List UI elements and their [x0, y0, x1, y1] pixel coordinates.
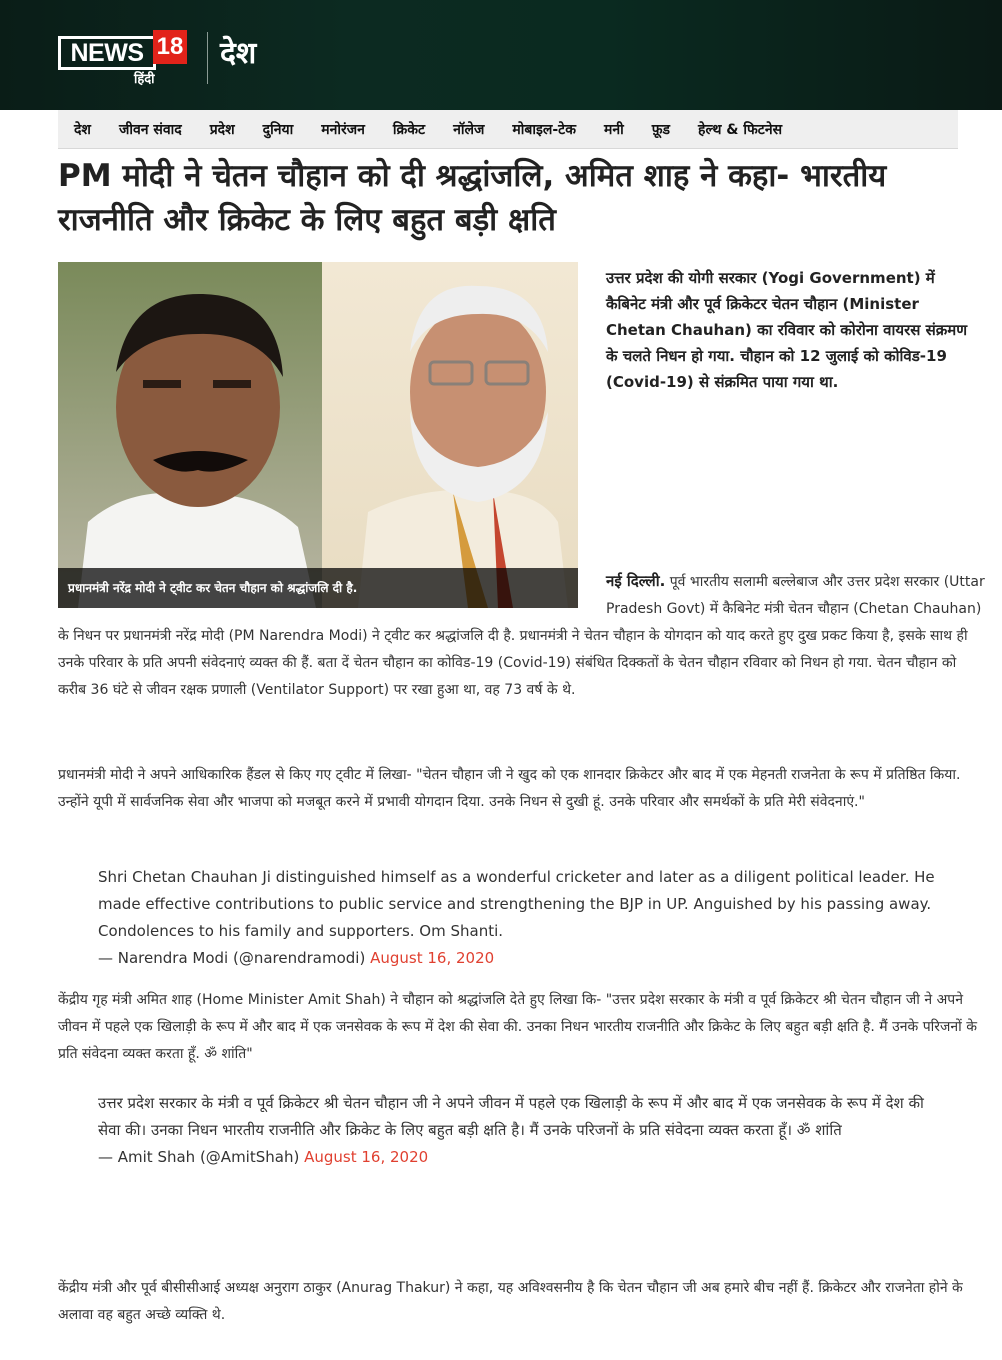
- tweet-author[interactable]: — Amit Shah (@AmitShah): [98, 1148, 300, 1166]
- news18-logo[interactable]: [58, 30, 188, 92]
- article-paragraph-3: केंद्रीय गृह मंत्री अमित शाह (Home Minister Amit Shah) ने चौहान को श्रद्धांजलि देते हुए लिखा कि- "उत्तर प्रदेश सरकार के मंत्री व पूर्व क्रिकेटर श्री चेतन चौहान जी ने अपने जीवन में पहले एक खिलाड़ी के रूप में और बाद में एक जनसेवक के रूप में देश की सेवा की. उनका निधन भारतीय राजनीति और क्रिकेट के लिए बहुत बड़ी क्षति है. मैं उनके परिजनों के प्रति संवेदना व्यक्त करता हूँ. ॐ शांति": [58, 992, 978, 1062]
- tweet-attribution: [98, 945, 948, 972]
- nav-item-mobile-tech[interactable]: मोबाइल-टेक: [512, 121, 576, 138]
- category-nav: [58, 110, 958, 149]
- dateline: नई दिल्ली.: [606, 572, 666, 590]
- nav-item-pradesh[interactable]: प्रदेश: [209, 121, 235, 138]
- nav-item-manoranjan[interactable]: मनोरंजन: [321, 121, 365, 138]
- paragraph-1-text: पूर्व भारतीय सलामी बल्लेबाज और उत्तर प्रदेश सरकार (Uttar Pradesh Govt) में कैबिनेट मंत्री चेतन चौहान (Chetan Chauhan) के निधन पर प्रधानमंत्री नरेंद्र मोदी (PM Narendra Modi) ने ट्वीट कर श्रद्धांजलि दी है. प्रधानमंत्री ने चेतन चौहान के योगदान को याद करते हुए दुख प्रकट किया है, इसके साथ ही उनके परिवार के प्रति अपनी संवेदनाएं व्यक्त की हैं. बता दें चेतन चौहान का कोविड-19 (Covid-19) संबंधित दिक्कतों के चेतन चौहान रविवार को निधन हो गया. चेतन चौहान को करीब 36 घंटे से जीवन रक्षक प्रणाली (Ventilator Support) पर रखा हुआ था, वह 73 वर्ष के थे.: [58, 574, 985, 698]
- logo-wordmark: NEWS: [58, 36, 156, 70]
- nav-item-money[interactable]: मनी: [603, 121, 624, 138]
- image-spacer: [58, 568, 606, 620]
- nav-item-health-fitness[interactable]: हेल्थ & फिटनेस: [698, 121, 783, 138]
- nav-item-food[interactable]: फ़ूड: [651, 121, 671, 138]
- article-headline: PM मोदी ने चेतन चौहान को दी श्रद्धांजलि, अमित शाह ने कहा- भारतीय राजनीति और क्रिकेट के लिए बहुत बड़ी क्षति: [58, 158, 887, 238]
- nav-item-cricket[interactable]: क्रिकेट: [392, 121, 426, 138]
- header-divider: [207, 32, 208, 84]
- article-paragraph-2: प्रधानमंत्री मोदी ने अपने आधिकारिक हैंडल से किए गए ट्वीट में लिखा- "चेतन चौहान जी ने खुद को एक शानदार क्रिकेटर और बाद में एक मेहनती राजनेता के रूप में प्रतिष्ठित किया. उन्होंने यूपी में सार्वजनिक सेवा और भाजपा को मजबूत करने में प्रभावी योगदान दिया. उनके निधन से दुखी हूं. उनके परिवार और समर्थकों के प्रति मेरी संवेदनाएं.": [58, 767, 961, 810]
- tweet-text: उत्तर प्रदेश सरकार के मंत्री व पूर्व क्रिकेटर श्री चेतन चौहान जी ने अपने जीवन में पहले एक खिलाड़ी के रूप में और बाद में एक जनसेवक के रूप में देश की सेवा की। उनका निधन भारतीय राजनीति और क्रिकेट के लिए बहुत बड़ी क्षति है। मैं उनके परिजनों के प्रति संवेदना व्यक्त करता हूँ। ॐ शांति: [98, 1094, 924, 1139]
- nav-item-knowledge[interactable]: नॉलेज: [453, 121, 485, 138]
- article-paragraph-4: केंद्रीय मंत्री और पूर्व बीसीसीआई अध्यक्ष अनुराग ठाकुर (Anurag Thakur) ने कहा, यह अविश्वसनीय है कि चेतन चौहान जी अब हमारे बीच नहीं हैं. क्रिकेटर और राजनेता होने के अलावा वह बहुत अच्छे व्यक्ति थे.: [58, 1280, 963, 1323]
- logo-language: हिंदी: [134, 72, 155, 87]
- article-paragraph-1: [58, 568, 988, 704]
- site-header: [0, 0, 1002, 110]
- section-title[interactable]: देश: [220, 36, 257, 71]
- tweet-attribution: [98, 1144, 948, 1171]
- embedded-tweet-shah: [98, 1090, 948, 1171]
- nav-item-desh[interactable]: देश: [74, 121, 91, 138]
- logo-number: 18: [153, 30, 187, 64]
- article-intro: उत्तर प्रदेश की योगी सरकार (Yogi Government) में कैबिनेट मंत्री और पूर्व क्रिकेटर चेतन चौहान (Minister Chetan Chauhan) का रविवार को कोरोना वायरस संक्रमण के चलते निधन हो गया. चौहान को 12 जुलाई को कोविड-19 (Covid-19) से संक्रमित पाया गया था.: [606, 269, 968, 391]
- image-caption: प्रधानमंत्री नरेंद्र मोदी ने ट्वीट कर चेतन चौहान को श्रद्धांजलि दी है.: [58, 568, 578, 608]
- nav-item-jeevan-samvad[interactable]: जीवन संवाद: [118, 121, 182, 138]
- tweet-text: Shri Chetan Chauhan Ji distinguished himself as a wonderful cricketer and later as a diligent political leader. He made effective contributions to public service and strengthening the BJP in UP. Anguished by his passing away. Condolences to his family and supporters. Om Shanti.: [98, 868, 935, 940]
- article-hero-image: [58, 262, 578, 608]
- embedded-tweet-modi: [98, 864, 948, 972]
- tweet-date-link[interactable]: August 16, 2020: [370, 949, 495, 967]
- nav-item-duniya[interactable]: दुनिया: [262, 121, 294, 138]
- tweet-author[interactable]: — Narendra Modi (@narendramodi): [98, 949, 366, 967]
- tweet-date-link[interactable]: August 16, 2020: [304, 1148, 429, 1166]
- hero-photo: [58, 262, 578, 608]
